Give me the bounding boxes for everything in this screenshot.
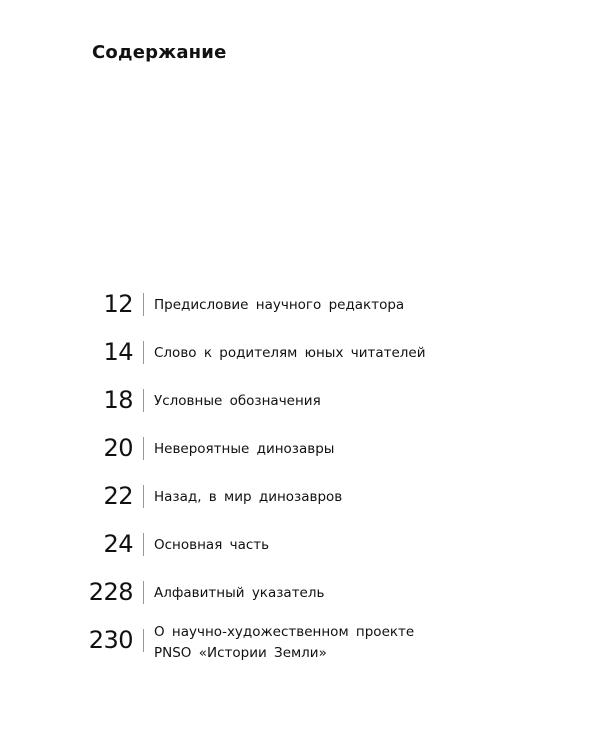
entry-title: Предисловие научного редактора bbox=[154, 297, 405, 313]
entry-title-line: PNSO «Истории Земли» bbox=[154, 645, 327, 661]
page-number: 12 bbox=[103, 290, 133, 318]
entry-title: Слово к родителям юных читателей bbox=[154, 345, 426, 361]
page-number: 14 bbox=[103, 338, 133, 366]
entry-title: Алфавитный указатель bbox=[154, 585, 325, 601]
divider bbox=[143, 581, 144, 604]
entry-title bbox=[154, 622, 414, 664]
divider bbox=[143, 389, 144, 412]
page-number: 22 bbox=[103, 482, 133, 510]
page-number: 228 bbox=[88, 578, 133, 606]
divider bbox=[143, 293, 144, 316]
page-number: 20 bbox=[103, 434, 133, 462]
toc-entry[interactable] bbox=[0, 624, 600, 672]
toc-entry[interactable] bbox=[0, 384, 600, 432]
page-title: Содержание bbox=[92, 42, 227, 63]
entry-title: Невероятные динозавры bbox=[154, 441, 335, 457]
page-number: 24 bbox=[103, 530, 133, 558]
divider bbox=[143, 437, 144, 460]
toc-entry[interactable] bbox=[0, 480, 600, 528]
entry-title: Основная часть bbox=[154, 537, 270, 553]
divider bbox=[143, 629, 144, 652]
toc-entry[interactable] bbox=[0, 576, 600, 624]
page-number: 230 bbox=[88, 626, 133, 654]
toc-entry[interactable] bbox=[0, 432, 600, 480]
entry-title: Назад, в мир динозавров bbox=[154, 489, 343, 505]
table-of-contents bbox=[0, 288, 600, 672]
divider bbox=[143, 341, 144, 364]
toc-entry[interactable] bbox=[0, 336, 600, 384]
toc-entry[interactable] bbox=[0, 288, 600, 336]
toc-entry[interactable] bbox=[0, 528, 600, 576]
entry-title: Условные обозначения bbox=[154, 393, 321, 409]
divider bbox=[143, 533, 144, 556]
divider bbox=[143, 485, 144, 508]
entry-title-line: О научно-художественном проекте bbox=[154, 624, 415, 640]
page-number: 18 bbox=[103, 386, 133, 414]
